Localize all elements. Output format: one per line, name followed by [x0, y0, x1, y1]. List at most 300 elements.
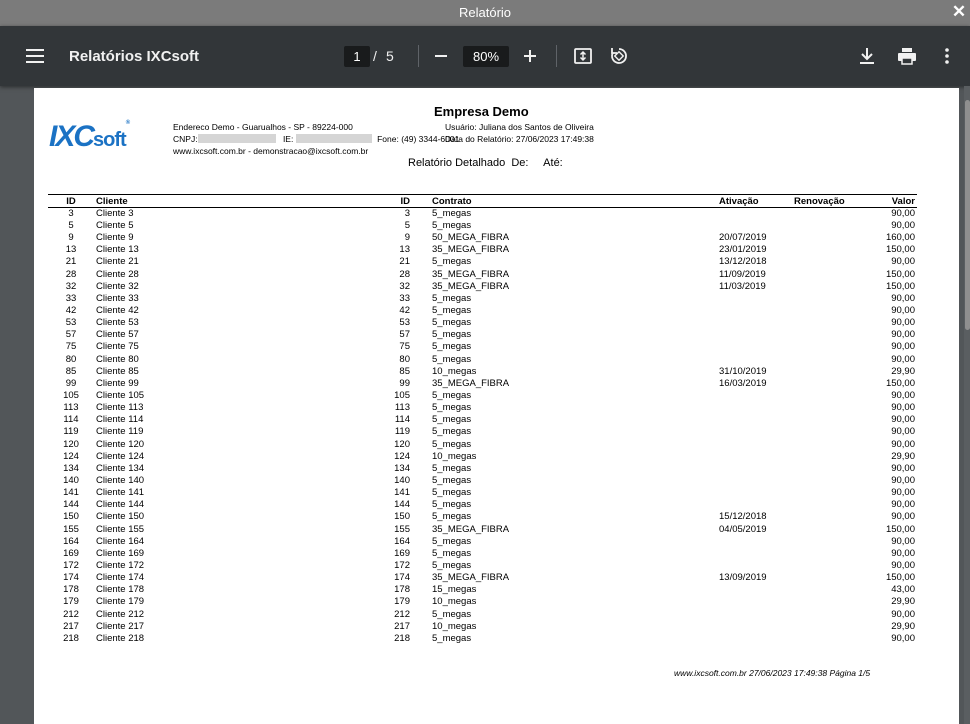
cell-valor: 90,00 — [891, 329, 915, 341]
cell-valor: 150,00 — [885, 523, 915, 535]
cell-renovacao — [792, 390, 872, 402]
cell-renovacao — [792, 293, 872, 305]
cell-contract-id: 164 — [394, 535, 410, 547]
cell-contract-id: 85 — [399, 365, 410, 377]
cell-cliente: Cliente 13 — [96, 244, 139, 256]
cell-cliente: Cliente 32 — [96, 280, 139, 292]
table-row — [48, 426, 917, 438]
cell-contrato: 35_MEGA_FIBRA — [432, 377, 510, 389]
cell-renovacao — [792, 621, 872, 633]
cell-renovacao — [792, 463, 872, 475]
cell-renovacao — [792, 232, 872, 244]
cell-id: 75 — [65, 341, 77, 353]
cell-ativacao — [717, 451, 792, 463]
cell-cliente: Cliente 28 — [96, 268, 139, 280]
cell-contrato: 10_megas — [432, 620, 477, 632]
cell-id: 134 — [63, 462, 79, 474]
cell-ativacao — [717, 560, 792, 572]
company-phone: Fone: (49) 3344-6001 — [377, 134, 460, 144]
cell-valor: 90,00 — [891, 292, 915, 304]
cell-contrato: 35_MEGA_FIBRA — [432, 572, 510, 584]
cell-renovacao — [792, 329, 872, 341]
cell-valor: 90,00 — [891, 390, 915, 402]
cell-contract-id: 113 — [394, 402, 410, 414]
cell-id: 85 — [65, 365, 77, 377]
col-header-cliente: Cliente — [94, 195, 380, 208]
ie-label: IE: — [282, 134, 294, 144]
page-total: 5 — [386, 48, 394, 64]
cell-valor: 29,90 — [891, 620, 915, 632]
table-row — [48, 378, 917, 390]
cell-cliente: Cliente 134 — [96, 462, 145, 474]
cell-id: 174 — [63, 572, 79, 584]
cell-contract-id: 21 — [399, 256, 410, 268]
report-table — [48, 194, 917, 645]
cell-ativacao: 20/07/2019 — [719, 232, 767, 244]
cell-renovacao — [792, 475, 872, 487]
company-name: Empresa Demo — [434, 104, 529, 119]
cell-ativacao — [717, 402, 792, 414]
cell-valor: 150,00 — [885, 572, 915, 584]
cell-valor: 90,00 — [891, 305, 915, 317]
cell-renovacao — [792, 269, 872, 281]
cell-id: 140 — [63, 475, 79, 487]
cell-contract-id: 114 — [394, 414, 410, 426]
cell-contrato: 15_megas — [432, 584, 477, 596]
cell-valor: 90,00 — [891, 414, 915, 426]
cell-contrato: 50_MEGA_FIBRA — [432, 232, 510, 244]
table-row — [48, 414, 917, 426]
cell-ativacao — [717, 293, 792, 305]
table-row — [48, 463, 917, 475]
pdf-page — [34, 88, 959, 724]
table-row — [48, 439, 917, 451]
cell-valor: 90,00 — [891, 353, 915, 365]
cell-valor: 90,00 — [891, 475, 915, 487]
cell-cliente: Cliente 85 — [96, 365, 139, 377]
col-header-id: ID — [48, 195, 94, 208]
cell-cliente: Cliente 212 — [96, 608, 145, 620]
cell-contract-id: 33 — [399, 292, 410, 304]
cell-contract-id: 140 — [394, 475, 410, 487]
cell-id: 179 — [63, 596, 79, 608]
cell-contract-id: 172 — [394, 560, 410, 571]
from-label: De: — [511, 157, 529, 169]
cell-contract-id: 3 — [404, 208, 410, 219]
report-date: Data do Relatório: 27/06/2023 17:49:38 — [445, 134, 594, 144]
cell-contrato: 5_megas — [432, 414, 472, 426]
cell-contrato: 5_megas — [432, 608, 472, 620]
table-row — [48, 548, 917, 560]
cell-contrato: 5_megas — [432, 535, 472, 547]
table-row — [48, 269, 917, 281]
col-header-valor: Valor — [872, 195, 917, 208]
table-row — [48, 293, 917, 305]
cell-ativacao — [717, 439, 792, 451]
cell-id: 114 — [63, 414, 79, 426]
cell-cliente: Cliente 57 — [96, 329, 139, 341]
menu-icon[interactable] — [23, 44, 47, 68]
cell-contract-id: 169 — [394, 547, 410, 559]
to-label: Até: — [543, 157, 563, 169]
table-row — [48, 208, 917, 221]
cell-renovacao — [792, 451, 872, 463]
table-row — [48, 329, 917, 341]
cell-ativacao — [717, 584, 792, 596]
cell-cliente: Cliente 144 — [96, 499, 145, 511]
table-row — [48, 560, 917, 572]
cell-id: 21 — [65, 256, 77, 268]
cell-cliente: Cliente 80 — [96, 353, 139, 365]
cell-cliente: Cliente 3 — [96, 208, 134, 219]
cell-id: 144 — [63, 499, 79, 511]
cell-contrato: 5_megas — [432, 462, 472, 474]
cell-cliente: Cliente 150 — [96, 511, 145, 523]
report-subtitle — [408, 157, 563, 169]
cell-ativacao — [717, 499, 792, 511]
cell-cliente: Cliente 179 — [96, 596, 145, 608]
cell-valor: 150,00 — [885, 280, 915, 292]
cell-renovacao — [792, 354, 872, 366]
table-row — [48, 596, 917, 608]
cell-contrato: 5_megas — [432, 329, 472, 341]
cell-ativacao — [717, 329, 792, 341]
cell-id: 141 — [63, 487, 79, 499]
cell-valor: 43,00 — [891, 584, 915, 596]
table-row — [48, 256, 917, 268]
cell-cliente: Cliente 33 — [96, 292, 139, 304]
cnpj-redacted — [198, 134, 276, 143]
cell-ativacao — [717, 475, 792, 487]
table-row — [48, 524, 917, 536]
document-viewer[interactable] — [0, 86, 970, 724]
cell-valor: 160,00 — [885, 232, 915, 244]
cell-contract-id: 218 — [394, 632, 410, 644]
cell-renovacao — [792, 499, 872, 511]
toolbar-divider — [556, 45, 557, 67]
cell-ativacao — [717, 414, 792, 426]
table-row — [48, 232, 917, 244]
cell-contrato: 5_megas — [432, 390, 472, 402]
cell-ativacao: 13/12/2018 — [719, 256, 767, 268]
cell-valor: 90,00 — [891, 547, 915, 559]
cell-ativacao — [717, 341, 792, 353]
cell-renovacao — [792, 220, 872, 232]
cell-contrato: 5_megas — [432, 511, 472, 523]
download-icon[interactable] — [855, 44, 879, 68]
cell-contract-id: 134 — [394, 462, 410, 474]
table-row — [48, 584, 917, 596]
cell-ativacao — [717, 220, 792, 232]
cell-cliente: Cliente 217 — [96, 620, 145, 632]
cell-ativacao — [717, 354, 792, 366]
cell-renovacao — [792, 402, 872, 414]
more-vert-icon[interactable] — [935, 44, 959, 68]
col-header-ativacao: Ativação — [717, 195, 792, 208]
cell-renovacao — [792, 341, 872, 353]
cell-id: 178 — [63, 584, 79, 596]
cell-renovacao — [792, 317, 872, 329]
cell-id: 150 — [63, 511, 79, 523]
cell-id: 212 — [63, 608, 79, 620]
cell-id: 120 — [63, 438, 79, 450]
cell-valor: 90,00 — [891, 608, 915, 620]
cell-id: 155 — [63, 523, 79, 535]
cell-valor: 90,00 — [891, 511, 915, 523]
cell-renovacao — [792, 524, 872, 536]
table-row — [48, 390, 917, 402]
cell-renovacao — [792, 414, 872, 426]
table-row — [48, 487, 917, 499]
cell-id: 105 — [63, 390, 79, 402]
cell-contrato: 5_megas — [432, 341, 472, 353]
cell-contrato: 5_megas — [432, 547, 472, 559]
cell-id: 5 — [68, 220, 74, 232]
cell-id: 217 — [63, 620, 79, 632]
cell-contract-id: 42 — [399, 305, 410, 317]
zoom-out-icon[interactable] — [429, 44, 453, 68]
cell-valor: 90,00 — [891, 426, 915, 438]
pdf-toolbar — [0, 26, 970, 86]
cell-id: 32 — [65, 280, 77, 292]
cell-valor: 90,00 — [891, 462, 915, 474]
zoom-level-input[interactable]: 80% — [463, 46, 509, 67]
cell-cliente: Cliente 119 — [96, 426, 144, 438]
cell-valor: 29,90 — [891, 596, 915, 608]
cell-contract-id: 212 — [394, 608, 410, 620]
cell-valor: 90,00 — [891, 499, 915, 511]
cell-id: 42 — [65, 305, 77, 317]
window-titlebar — [0, 0, 970, 26]
cell-contrato: 5_megas — [432, 256, 472, 268]
cell-cliente: Cliente 174 — [96, 572, 145, 584]
cell-ativacao — [717, 463, 792, 475]
cell-contract-id: 80 — [399, 353, 410, 365]
cell-cliente: Cliente 155 — [96, 523, 145, 535]
cell-ativacao — [717, 609, 792, 621]
cell-contract-id: 53 — [399, 317, 410, 329]
cell-valor: 90,00 — [891, 220, 915, 232]
cell-valor: 90,00 — [891, 402, 915, 414]
cell-ativacao — [717, 317, 792, 329]
document-title: Relatórios IXCsoft — [69, 48, 200, 65]
cell-ativacao: 04/05/2019 — [719, 523, 767, 535]
cell-id: 119 — [63, 426, 79, 438]
cell-contrato: 10_megas — [432, 450, 477, 462]
cell-ativacao: 11/03/2019 — [719, 280, 766, 292]
cell-id: 124 — [63, 450, 79, 462]
cell-ativacao — [717, 536, 792, 548]
col-header-contract-id: ID — [380, 195, 430, 208]
cell-valor: 29,90 — [891, 365, 915, 377]
cell-renovacao — [792, 596, 872, 608]
cell-valor: 90,00 — [891, 208, 915, 219]
table-row — [48, 402, 917, 414]
cell-renovacao — [792, 487, 872, 499]
cell-contrato: 35_MEGA_FIBRA — [432, 280, 510, 292]
cell-cliente: Cliente 172 — [96, 560, 145, 571]
cell-id: 28 — [65, 268, 77, 280]
cell-valor: 90,00 — [891, 632, 915, 644]
ie-redacted — [296, 134, 372, 143]
cell-cliente: Cliente 120 — [96, 438, 145, 450]
cell-ativacao — [717, 621, 792, 633]
page-number-input[interactable]: 1 — [344, 46, 370, 67]
cell-ativacao: 15/12/2018 — [719, 511, 767, 523]
cell-contrato: 5_megas — [432, 632, 472, 644]
close-icon[interactable]: ✕ — [951, 2, 967, 21]
table-row — [48, 366, 917, 378]
cell-renovacao — [792, 609, 872, 621]
cell-cliente: Cliente 75 — [96, 341, 139, 353]
cell-contract-id: 75 — [399, 341, 410, 353]
table-row — [48, 281, 917, 293]
cell-contract-id: 124 — [394, 450, 410, 462]
cell-contrato: 5_megas — [432, 438, 472, 450]
cell-contrato: 5_megas — [432, 560, 472, 571]
ixcsoft-logo: IXCsoft® — [49, 120, 131, 153]
cell-ativacao — [717, 487, 792, 499]
cell-contract-id: 150 — [394, 511, 410, 523]
cell-cliente: Cliente 105 — [96, 390, 145, 402]
cell-id: 80 — [65, 353, 77, 365]
cell-renovacao — [792, 378, 872, 390]
rotate-icon[interactable] — [607, 44, 631, 68]
cell-contrato: 5_megas — [432, 353, 472, 365]
cell-id: 3 — [68, 208, 74, 219]
cell-contrato: 35_MEGA_FIBRA — [432, 523, 510, 535]
cell-valor: 150,00 — [885, 244, 915, 256]
cell-id: 169 — [63, 547, 79, 559]
cell-contrato: 5_megas — [432, 292, 472, 304]
table-header-row — [48, 195, 917, 208]
cell-contrato: 5_megas — [432, 220, 472, 232]
scrollbar-thumb[interactable] — [965, 100, 970, 330]
cell-cliente: Cliente 140 — [96, 475, 145, 487]
cell-id: 53 — [65, 317, 77, 329]
page-footer: www.ixcsoft.com.br 27/06/2023 17:49:38 Página 1/5 — [674, 668, 871, 678]
cell-contrato: 5_megas — [432, 317, 472, 329]
cell-cliente: Cliente 53 — [96, 317, 139, 329]
cell-id: 33 — [65, 292, 77, 304]
cell-ativacao — [717, 596, 792, 608]
cell-renovacao — [792, 511, 872, 523]
cell-ativacao: 23/01/2019 — [719, 244, 767, 256]
cell-contrato: 5_megas — [432, 305, 472, 317]
cell-id: 164 — [63, 535, 79, 547]
cell-cliente: Cliente 99 — [96, 377, 139, 389]
cell-renovacao — [792, 208, 872, 221]
cell-renovacao — [792, 426, 872, 438]
table-row — [48, 633, 917, 645]
cell-cliente: Cliente 169 — [96, 547, 145, 559]
cell-contract-id: 9 — [404, 232, 410, 244]
table-row — [48, 305, 917, 317]
table-row — [48, 341, 917, 353]
company-web: www.ixcsoft.com.br - demonstracao@ixcsoft.com.br — [173, 146, 369, 156]
cell-cliente: Cliente 141 — [96, 487, 145, 499]
cell-contract-id: 144 — [394, 499, 410, 511]
page-separator: / — [373, 48, 377, 64]
cell-contrato: 5_megas — [432, 426, 472, 438]
table-row — [48, 475, 917, 487]
cell-ativacao — [717, 208, 792, 221]
cell-cliente: Cliente 218 — [96, 632, 145, 644]
cell-valor: 90,00 — [891, 560, 915, 571]
cell-contrato: 35_MEGA_FIBRA — [432, 244, 510, 256]
cell-id: 9 — [68, 232, 74, 244]
cell-contract-id: 119 — [394, 426, 410, 438]
cell-valor: 90,00 — [891, 487, 915, 499]
cell-id: 113 — [63, 402, 79, 414]
cell-cliente: Cliente 113 — [96, 402, 144, 414]
cell-renovacao — [792, 439, 872, 451]
cell-renovacao — [792, 244, 872, 256]
table-row — [48, 244, 917, 256]
table-row — [48, 220, 917, 232]
table-row — [48, 354, 917, 366]
cell-cliente: Cliente 114 — [96, 414, 144, 426]
zoom-in-icon[interactable] — [518, 44, 542, 68]
col-header-contrato: Contrato — [430, 195, 717, 208]
cell-contract-id: 155 — [394, 523, 410, 535]
cell-contract-id: 217 — [394, 620, 410, 632]
cell-contrato: 35_MEGA_FIBRA — [432, 268, 510, 280]
cell-valor: 90,00 — [891, 341, 915, 353]
cell-contract-id: 99 — [399, 377, 410, 389]
cell-contract-id: 178 — [394, 584, 410, 596]
cell-contrato: 5_megas — [432, 499, 472, 511]
cell-cliente: Cliente 164 — [96, 535, 145, 547]
table-row — [48, 609, 917, 621]
fit-page-icon[interactable] — [571, 44, 595, 68]
table-row — [48, 511, 917, 523]
cell-ativacao — [717, 305, 792, 317]
cell-contrato: 5_megas — [432, 475, 472, 487]
cell-ativacao — [717, 548, 792, 560]
cell-contract-id: 179 — [394, 596, 410, 608]
cell-contract-id: 28 — [399, 268, 410, 280]
cell-contract-id: 13 — [399, 244, 410, 256]
cell-id: 13 — [65, 244, 77, 256]
cell-valor: 29,90 — [891, 450, 915, 462]
table-row — [48, 572, 917, 584]
cell-valor: 90,00 — [891, 438, 915, 450]
cell-cliente: Cliente 5 — [96, 220, 134, 232]
report-user: Usuário: Juliana dos Santos de Oliveira — [445, 122, 594, 132]
cell-contract-id: 57 — [399, 329, 410, 341]
cell-cliente: Cliente 21 — [96, 256, 139, 268]
table-row — [48, 499, 917, 511]
cell-cliente: Cliente 42 — [96, 305, 139, 317]
cell-renovacao — [792, 633, 872, 645]
table-row — [48, 317, 917, 329]
cell-contrato: 10_megas — [432, 596, 477, 608]
cell-renovacao — [792, 281, 872, 293]
cell-renovacao — [792, 584, 872, 596]
print-icon[interactable] — [895, 44, 919, 68]
cell-renovacao — [792, 572, 872, 584]
table-row — [48, 451, 917, 463]
toolbar-divider — [418, 45, 419, 67]
cell-cliente: Cliente 9 — [96, 232, 134, 244]
cell-renovacao — [792, 256, 872, 268]
cell-contract-id: 174 — [394, 572, 410, 584]
table-row — [48, 536, 917, 548]
cell-contract-id: 32 — [399, 280, 410, 292]
cell-renovacao — [792, 536, 872, 548]
col-header-renovacao: Renovação — [792, 195, 872, 208]
